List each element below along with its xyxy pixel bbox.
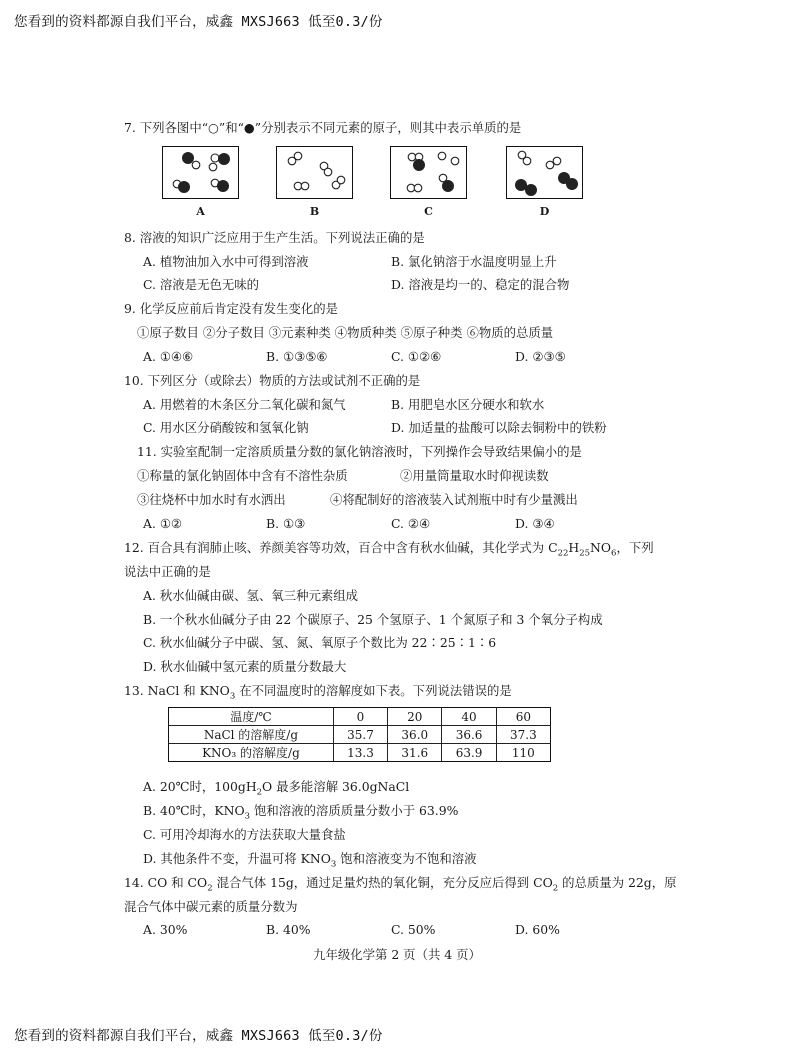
table-header-temperature: 温度/℃ bbox=[169, 708, 334, 726]
question-9-option-a: A. ①④⑥ bbox=[143, 349, 194, 364]
question-10-option-b: B. 用肥皂水区分硬水和软水 bbox=[391, 397, 545, 412]
table-row bbox=[169, 708, 551, 726]
table-cell: 31.6 bbox=[388, 744, 442, 762]
table-cell: 36.6 bbox=[442, 726, 496, 744]
table-row bbox=[169, 744, 551, 762]
question-13-option-a: A. 20℃时，$100gH_2O$ 最多能溶解 36.0gNaCl bbox=[143, 779, 410, 798]
table-cell: 35.7 bbox=[333, 726, 387, 744]
question-12-option-a: A. 秋水仙碱由碳、氢、氧三种元素组成 bbox=[143, 588, 359, 603]
question-12-option-b: B. 一个秋水仙碱分子由 22 个碳原子、25 个氢原子、1 个氮原子和 3 个氧分子构成 bbox=[143, 612, 603, 627]
question-11-option-c: C. ②④ bbox=[391, 516, 431, 531]
question-9-stem: 9. 化学反应前后肯定没有发生变化的是 bbox=[124, 301, 339, 316]
question-13-option-d: D. 其他条件不变，升温可将 $KNO_3$ 饱和溶液变为不饱和溶液 bbox=[143, 851, 477, 870]
question-11-item-1: ①称量的氯化钠固体中含有不溶性杂质 bbox=[137, 468, 348, 483]
question-9-option-c: C. ①②⑥ bbox=[391, 349, 442, 364]
table-cell: 63.9 bbox=[442, 744, 496, 762]
question-13-stem: 13. NaCl 和 $KNO_3$ 在不同温度时的溶解度如下表。下列说法错误的是 bbox=[124, 683, 512, 702]
question-14-option-d: D. 60% bbox=[515, 922, 560, 937]
diagram-label-d: D bbox=[539, 205, 550, 218]
question-11-item-4: ④将配制好的溶液装入试剂瓶中时有少量溅出 bbox=[330, 492, 578, 507]
question-12-stem-line-2: 说法中正确的是 bbox=[124, 564, 211, 579]
question-12-stem: 12. 百合具有润肺止咳、养颜美容等功效，百合中含有秋水仙碱，其化学式为 $C_{22}H_{25}NO_6$，下列 bbox=[124, 540, 654, 559]
particle-diagram-a bbox=[162, 146, 239, 199]
particle-diagram-b bbox=[276, 146, 353, 199]
table-cell: 60 bbox=[496, 708, 550, 726]
question-8-option-a: A. 植物油加入水中可得到溶液 bbox=[143, 254, 309, 269]
page-footer: 九年级化学第 2 页（共 4 页） bbox=[313, 947, 481, 962]
table-cell: 13.3 bbox=[333, 744, 387, 762]
diagram-label-b: B bbox=[309, 205, 320, 218]
question-8-option-b: B. 氯化钠溶于水温度明显上升 bbox=[391, 254, 557, 269]
table-cell: 37.3 bbox=[496, 726, 550, 744]
table-cell: 110 bbox=[496, 744, 550, 762]
question-10-option-a: A. 用燃着的木条区分二氧化碳和氮气 bbox=[143, 397, 346, 412]
question-14-option-b: B. 40% bbox=[266, 922, 311, 937]
question-9-option-d: D. ②③⑤ bbox=[515, 349, 566, 364]
watermark-banner-top: 您看到的资料都源自我们平台，威鑫 MXSJ663 低至0.3/份 bbox=[14, 14, 383, 30]
question-10-option-c: C. 用水区分硝酸铵和氢氧化钠 bbox=[143, 420, 309, 435]
table-cell: 20 bbox=[388, 708, 442, 726]
question-12-option-d: D. 秋水仙碱中氢元素的质量分数最大 bbox=[143, 659, 347, 674]
question-14-stem-line-2: 混合气体中碳元素的质量分数为 bbox=[124, 899, 298, 914]
question-14-stem: 14. CO 和 $CO_2$ 混合气体 15g，通过足量灼热的氧化铜，充分反应后得到 $CO_2$ 的总质量为 22g，原 bbox=[124, 875, 677, 894]
question-11-stem: 11. 实验室配制一定溶质质量分数的氯化钠溶液时，下列操作会导致结果偏小的是 bbox=[137, 444, 582, 459]
diagram-label-c: C bbox=[424, 205, 433, 218]
question-12-option-c: C. 秋水仙碱分子中碳、氢、氮、氧原子个数比为 22∶25∶1∶6 bbox=[143, 635, 497, 650]
particle-diagram-c bbox=[390, 146, 467, 199]
watermark-banner-bottom: 您看到的资料都源自我们平台，威鑫 MXSJ663 低至0.3/份 bbox=[14, 1028, 383, 1044]
solubility-table bbox=[168, 707, 551, 762]
table-cell: 40 bbox=[442, 708, 496, 726]
question-11-option-b: B. ①③ bbox=[266, 516, 306, 531]
question-8-stem: 8. 溶液的知识广泛应用于生产生活。下列说法正确的是 bbox=[124, 230, 425, 245]
table-header-kno3: KNO₃ 的溶解度/g bbox=[169, 744, 334, 762]
question-10-option-d: D. 加适量的盐酸可以除去铜粉中的铁粉 bbox=[391, 420, 607, 435]
question-13-option-c: C. 可用冷却海水的方法获取大量食盐 bbox=[143, 827, 346, 842]
question-10-stem: 10. 下列区分（或除去）物质的方法或试剂不正确的是 bbox=[124, 373, 421, 388]
question-8-option-c: C. 溶液是无色无味的 bbox=[143, 277, 260, 292]
particle-diagram-d bbox=[506, 146, 583, 199]
table-header-nacl: NaCl 的溶解度/g bbox=[169, 726, 334, 744]
question-11-item-2: ②用量筒量取水时仰视读数 bbox=[400, 468, 549, 483]
question-7-stem: 7. 下列各图中“○”和“●”分别表示不同元素的原子，则其中表示单质的是 bbox=[124, 120, 522, 135]
diagram-label-a: A bbox=[196, 205, 205, 218]
question-14-option-a: A. 30% bbox=[143, 922, 188, 937]
table-cell: 36.0 bbox=[388, 726, 442, 744]
question-9-items: ①原子数目 ②分子数目 ③元素种类 ④物质种类 ⑤原子种类 ⑥物质的总质量 bbox=[137, 325, 554, 340]
table-row bbox=[169, 726, 551, 744]
table-cell: 0 bbox=[333, 708, 387, 726]
question-11-option-d: D. ③④ bbox=[515, 516, 555, 531]
question-14-option-c: C. 50% bbox=[391, 922, 436, 937]
question-8-option-d: D. 溶液是均一的、稳定的混合物 bbox=[391, 277, 570, 292]
question-11-option-a: A. ①② bbox=[143, 516, 183, 531]
question-13-option-b: B. 40℃时，$KNO_3$ 饱和溶液的溶质质量分数小于 63.9% bbox=[143, 803, 459, 822]
question-11-item-3: ③往烧杯中加水时有水洒出 bbox=[137, 492, 286, 507]
question-9-option-b: B. ①③⑤⑥ bbox=[266, 349, 328, 364]
